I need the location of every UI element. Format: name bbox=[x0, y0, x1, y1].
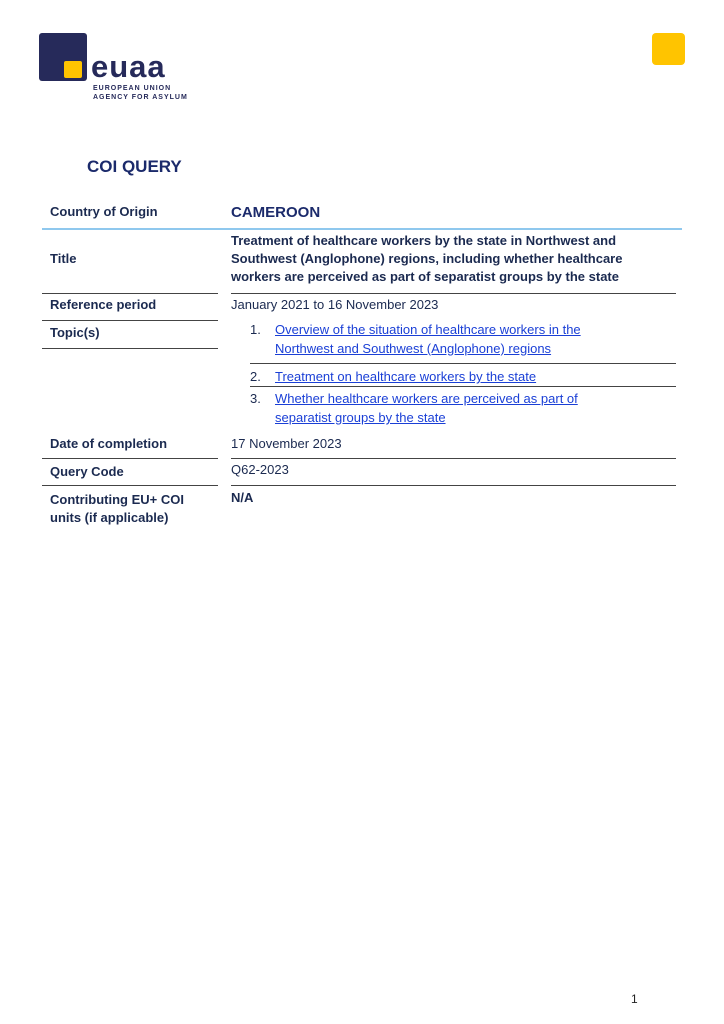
row-divider bbox=[250, 386, 676, 387]
logo-wordmark: euaa bbox=[91, 49, 166, 84]
topic-number: 3. bbox=[250, 391, 261, 406]
logo-subtitle-line2: AGENCY FOR ASYLUM bbox=[93, 94, 188, 101]
title-value: Treatment of healthcare workers by the state in Northwest and Southwest (Anglophone) regions, including whether healthcare workers are perceived as part of separatist groups by the state bbox=[231, 233, 623, 284]
row-divider bbox=[42, 485, 218, 486]
row-divider bbox=[231, 485, 676, 486]
contributing-label: Contributing EU+ COI units (if applicable) bbox=[50, 492, 184, 525]
row-divider bbox=[42, 348, 218, 349]
document-title: COI QUERY bbox=[87, 157, 182, 176]
topic-number: 1. bbox=[250, 322, 261, 337]
row-divider bbox=[42, 320, 218, 321]
reference-value: January 2021 to 16 November 2023 bbox=[231, 297, 439, 312]
contributing-value: N/A bbox=[231, 490, 254, 505]
row-divider bbox=[42, 458, 218, 459]
topic-link[interactable]: Treatment on healthcare workers by the state bbox=[275, 369, 537, 384]
header-divider bbox=[42, 228, 682, 230]
topic-number: 2. bbox=[250, 369, 261, 384]
completion-value: 17 November 2023 bbox=[231, 436, 342, 451]
logo-subtitle bbox=[93, 84, 188, 102]
row-divider bbox=[231, 458, 676, 459]
euaa-logo bbox=[39, 33, 189, 113]
topics-label: Topic(s) bbox=[50, 325, 100, 340]
title-label: Title bbox=[50, 251, 77, 266]
logo-mark-accent bbox=[64, 61, 82, 78]
completion-label: Date of completion bbox=[50, 436, 168, 451]
logo-subtitle-line1: EUROPEAN UNION bbox=[93, 85, 172, 92]
country-label: Country of Origin bbox=[50, 204, 158, 219]
row-divider bbox=[250, 363, 676, 364]
row-divider bbox=[231, 293, 676, 294]
topic-link[interactable]: Whether healthcare workers are perceived as part of separatist groups by the state bbox=[275, 391, 578, 425]
row-divider bbox=[42, 293, 218, 294]
topic-link[interactable]: Overview of the situation of healthcare workers in the Northwest and Southwest (Anglophone) regions bbox=[275, 322, 581, 356]
query-code-value: Q62-2023 bbox=[231, 462, 289, 477]
reference-label: Reference period bbox=[50, 297, 157, 312]
country-value: CAMEROON bbox=[231, 204, 321, 221]
query-code-label: Query Code bbox=[50, 464, 124, 479]
page-number: 1 bbox=[631, 992, 638, 1006]
corner-badge bbox=[652, 33, 685, 65]
